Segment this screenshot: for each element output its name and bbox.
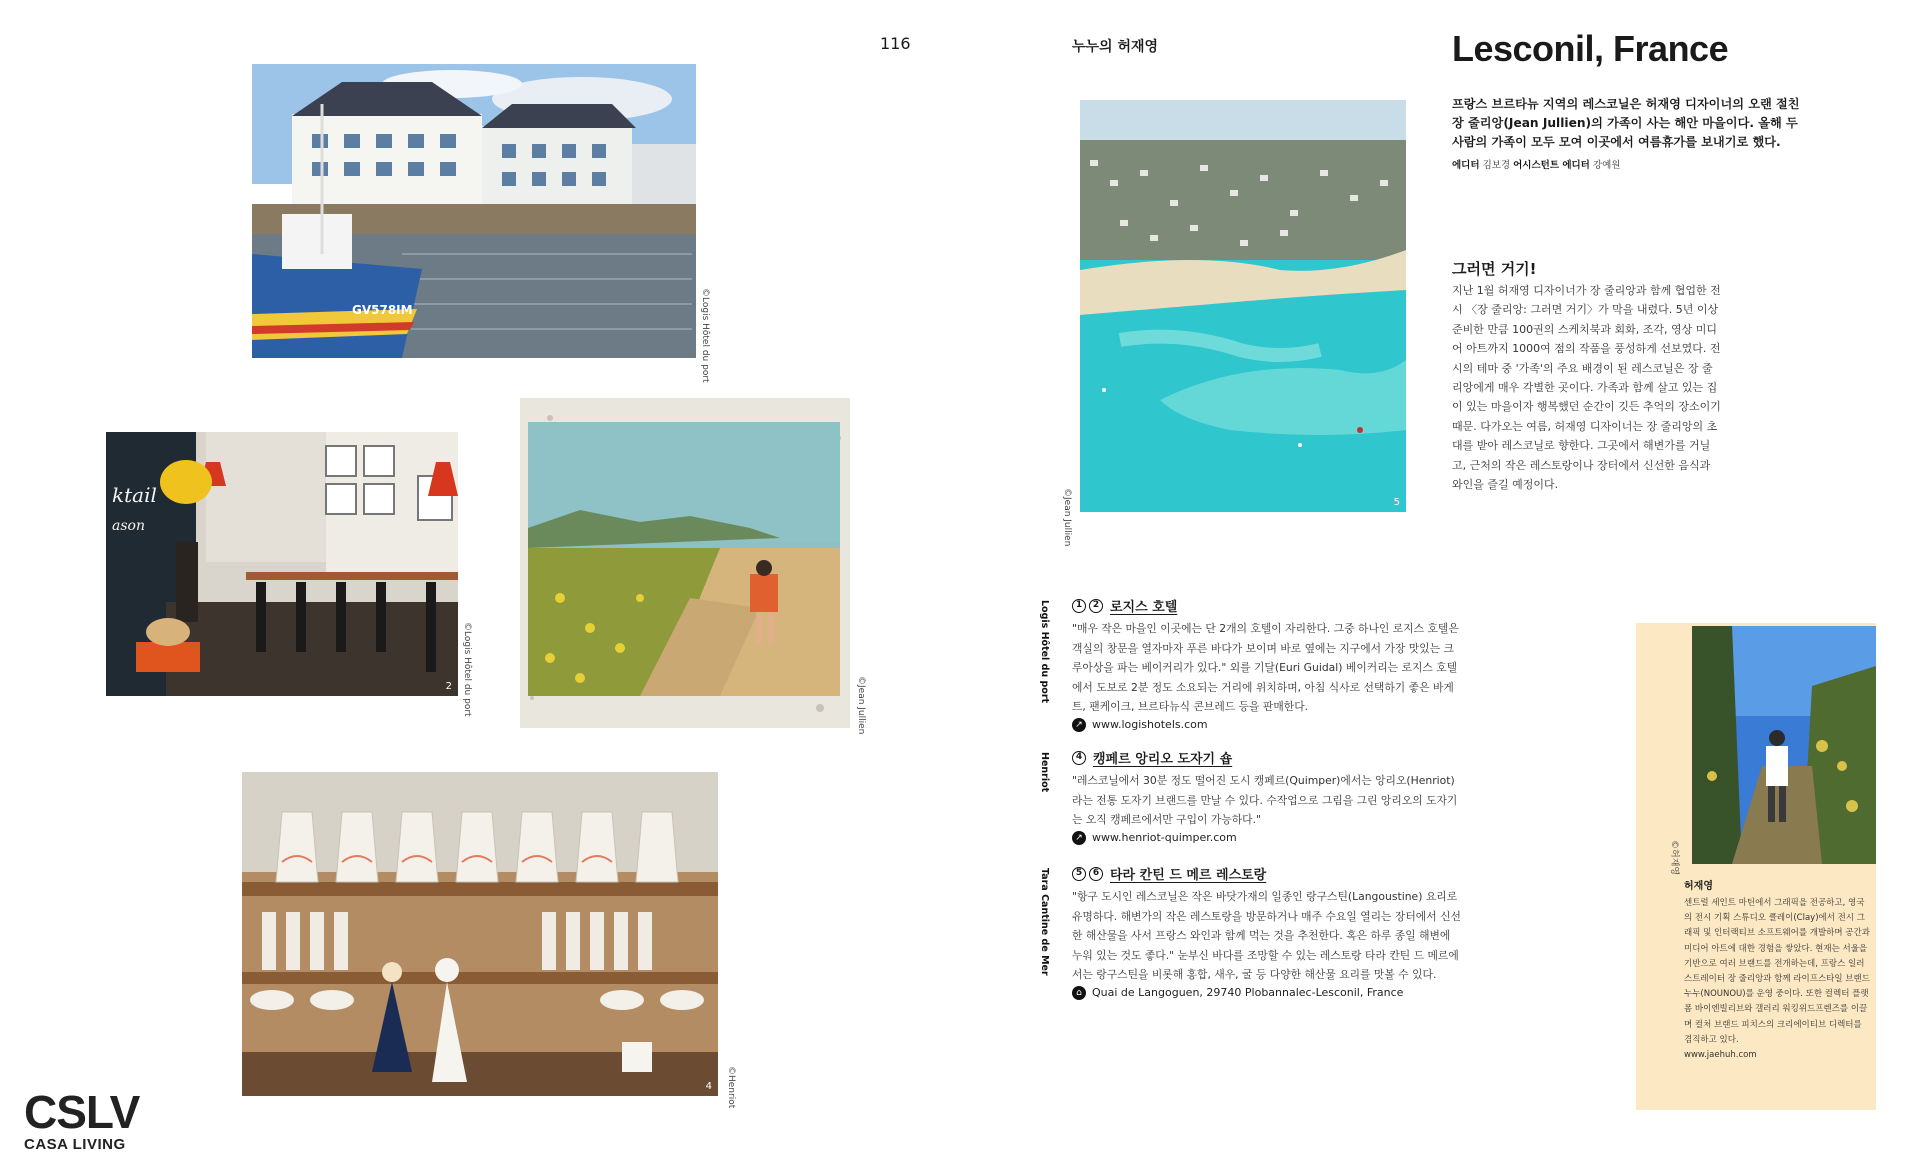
place-link-text[interactable]: Quai de Langoguen, 29740 Plobannalec-Lesconil, France	[1092, 986, 1404, 1000]
byline-editor-label: 에디터	[1452, 160, 1480, 171]
photo-number: 2	[445, 681, 452, 692]
place-link[interactable]	[1072, 831, 1462, 845]
place-marker: 1	[1072, 599, 1086, 613]
place-title: 캥페르 앙리오 도자기 숍	[1093, 752, 1233, 767]
place-marker: 4	[1072, 751, 1086, 765]
photo-number: 4	[705, 1081, 712, 1092]
photo-restaurant-interior	[106, 432, 458, 696]
bio-url[interactable]: www.jaehuh.com	[1684, 1050, 1757, 1061]
photo-number: 5	[1393, 497, 1400, 508]
photo-aerial-coast	[1080, 100, 1406, 512]
photo-ceramics-shop	[242, 772, 718, 1096]
link-icon: ↗	[1072, 831, 1086, 845]
place-body: "항구 도시인 레스코닐은 작은 바닷가재의 일종인 랑구스틴(Langoustine) 요리로 유명하다. 해변가의 작은 레스토랑을 방문하거나 매주 수요일 열리는 장터에서 신선한 해산물을 사서 프랑스 와인과 함께 먹는 것을 추천한다. 혹은 하루 종일 해변에 누워 있는 것도 좋다." 눈부신 바다를 조망할 수 있는 레스토랑 타라 칸틴 드 메르에서는 랑구스틴을 비롯해 홍합, 새우, 굴 등 다양한 해산물 요리를 맛볼 수 있다.	[1072, 890, 1461, 982]
place-link-text[interactable]: www.logishotels.com	[1092, 718, 1208, 732]
place-side-label: Logis Hôtel du port	[1039, 600, 1050, 704]
magazine-logo	[24, 1086, 140, 1153]
section-body: 지난 1월 허재영 디자이너가 장 줄리앙과 함께 협업한 전시 〈장 줄리앙: 그러면 거기〉가 막을 내렸다. 5년 이상 준비한 만큼 100권의 스케치북과 회화, 조각, 영상 미디어 아트까지 1000여 점의 작품을 풍성하게 선보였다. 전시의 테마 중 '가족'의 주요 배경이 된 레스코닐은 장 줄리앙에게 매우 각별한 곳이다. 가족과 함께 살고 있는 집이 있는 마을이자 행복했던 순간이 깃든 추억의 장소이기 때문. 다가오는 여름, 허재영 디자이너는 장 줄리앙의 초대를 받아 레스코닐로 향한다. 그곳에서 해변가를 거닐고, 근처의 작은 레스토랑이나 장터에서 신선한 음식과 와인을 즐길 예정이다.	[1452, 284, 1721, 492]
place-link[interactable]	[1072, 986, 1462, 1000]
place-body: "레스코닐에서 30분 정도 떨어진 도시 캥페르(Quimper)에서는 앙리오(Henriot)라는 전통 도자기 브랜드를 만날 수 있다. 수작업으로 그림을 그린 앙리오의 도자기는 오직 캥페르에서만 구입이 가능하다."	[1072, 774, 1458, 827]
photo-credit: ©Logis Hôtel du port	[700, 288, 710, 383]
section-heading: 그러면 거기!	[1452, 260, 1537, 278]
article-lead: 프랑스 브르타뉴 지역의 레스코닐은 허재영 디자이너의 오랜 절친 장 줄리앙(Jean Jullien)의 가족이 사는 해안 마을이다. 올해 두 사람의 가족이 모두 모여 이곳에서 여름휴가를 보내기로 했다.	[1452, 97, 1800, 149]
photo-credit: ©Logis Hôtel du port	[462, 622, 472, 717]
place-link[interactable]	[1072, 718, 1462, 732]
byline-editor: 김보경	[1482, 160, 1511, 171]
place-title-row	[1072, 864, 1462, 883]
place-entry	[1072, 596, 1462, 732]
photo-bio-portrait	[1692, 626, 1876, 864]
photo-credit: ©Jean Jullien	[856, 676, 866, 735]
link-icon: ↗	[1072, 718, 1086, 732]
svg-text:ason: ason	[112, 518, 145, 534]
svg-text:ktail: ktail	[112, 483, 157, 507]
photo-harbour-hotel	[252, 64, 696, 358]
byline	[1452, 157, 1620, 171]
place-link-text[interactable]: www.henriot-quimper.com	[1092, 831, 1237, 845]
logo-main: CSLV	[24, 1086, 140, 1138]
location-icon: ⌂	[1072, 986, 1086, 1000]
photo-credit: ©Jean Jullien	[1062, 488, 1072, 547]
photo-credit: ©허재영	[1669, 840, 1679, 876]
logo-sub: CASA LIVING	[24, 1136, 126, 1153]
place-side-label: Henriot	[1039, 752, 1050, 793]
bio-description: 센트럴 세인트 마틴에서 그래픽을 전공하고, 영국의 전시 기획 스튜디오 클레이(Clay)에서 전시 그래픽 및 인터랙티브 소프트웨어를 개발하며 공간과 미디어 아트에 대한 경험을 쌓았다. 현재는 서울을 기반으로 여러 브랜드를 전개하는데, 프랑스 일러스트레이터 장 줄리앙과 함께 라이프스타일 브랜드 누누(NOUNOU)를 운영 중이다. 또한 컬렉터 플랫폼 바이엔빌리브와 갤러리 워킹위드프렌즈를 이끌며 컬처 브랜드 피치스의 크리에이티브 디렉터를 겸직하고 있다.	[1684, 898, 1870, 1045]
place-marker: 2	[1089, 599, 1103, 613]
place-title-row	[1072, 748, 1462, 767]
place-title: 타라 칸틴 드 메르 레스토랑	[1110, 868, 1267, 883]
place-title: 로지스 호텔	[1110, 600, 1178, 615]
place-body: "매우 작은 마을인 이곳에는 단 2개의 호텔이 자리한다. 그중 하나인 로지스 호텔은 객실의 창문을 열자마자 푸른 바다가 보이며 바로 옆에는 지구에서 가장 맛있는 크루아상을 파는 베이커리가 있다." 외를 기달(Euri Guidal) 베이커리는 로지스 호텔에서 도보로 2분 정도 소요되는 거리에 위치하며, 아침 식사로 선택하기 좋은 바게트, 팬케이크, 브르타뉴식 콘브레드 등을 판매한다.	[1072, 622, 1459, 714]
article-title: Lesconil, France	[1452, 28, 1729, 69]
photo-painting	[520, 398, 850, 728]
place-side-label: Tara Cantine de Mer	[1039, 868, 1050, 976]
place-title-row	[1072, 596, 1462, 615]
byline-assistant-label: 어시스턴트 에디터	[1513, 160, 1590, 171]
place-marker: 6	[1089, 867, 1103, 881]
place-entry	[1072, 748, 1462, 845]
page-number: 116	[880, 34, 911, 53]
place-marker: 5	[1072, 867, 1086, 881]
svg-text:GV578IM: GV578IM	[352, 303, 413, 317]
bio-name: 허재영	[1684, 881, 1713, 892]
photo-credit: ©Henriot	[726, 1066, 736, 1109]
column-tag: 누누의 허재영	[1072, 39, 1159, 55]
place-entry	[1072, 864, 1462, 1000]
byline-assistant: 강예원	[1592, 160, 1621, 171]
bio-text	[1684, 896, 1870, 1063]
